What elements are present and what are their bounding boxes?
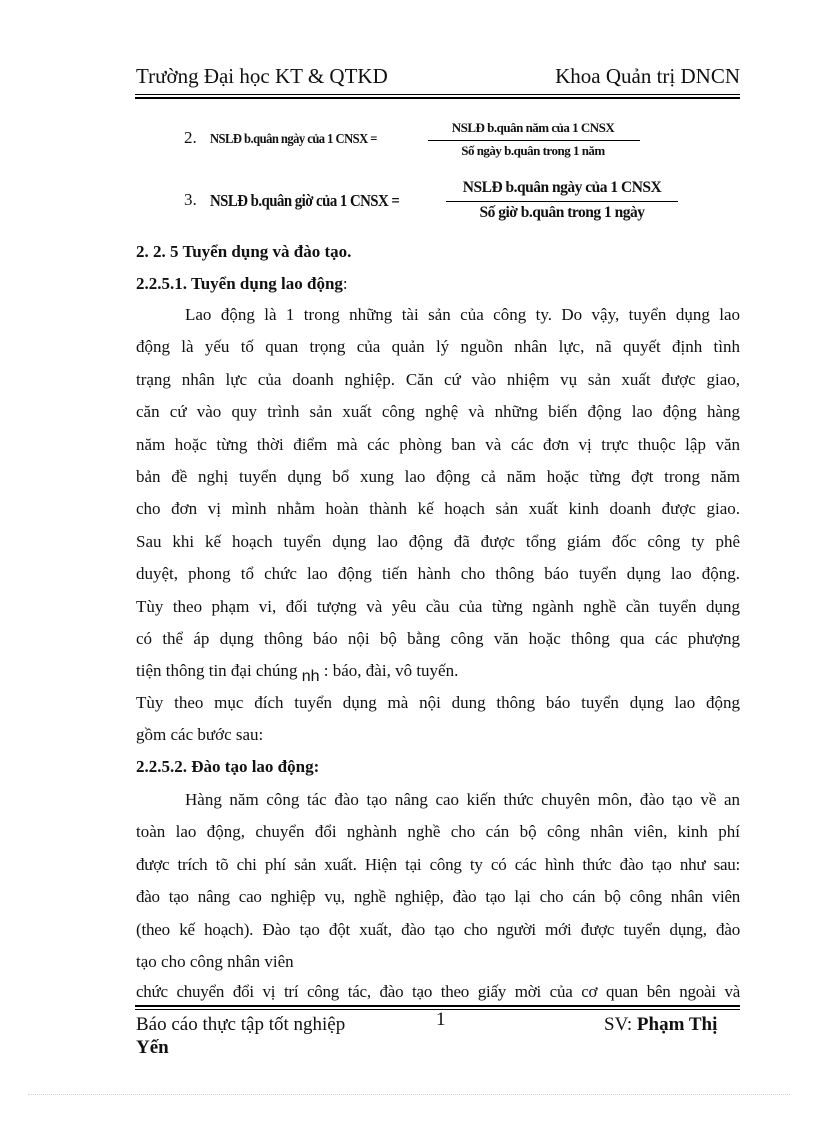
text-line: Lao động là 1 trong những tài sản của công ty. Do vậy, tuyển dụng lao [185,305,740,324]
header-rule-thick [135,97,740,99]
footer-report-title: Báo cáo thực tập tốt nghiệp [136,1014,346,1035]
text-line: Hàng năm công tác đào tạo nâng cao kiến thức chuyên môn, đào tạo về an [185,790,740,809]
subsection-recruitment-title: 2.2.5.1. Tuyển dụng lao động [136,274,343,293]
formula-3-denominator: Số giờ b.quân trong 1 ngày [479,204,645,221]
formula-2-fraction-bar [428,140,640,141]
formula-2-number: 2. [184,128,197,147]
paragraph-notice [136,687,740,752]
page-boundary [28,1094,790,1095]
subsection-recruitment-heading [136,274,348,294]
header-right: Khoa Quản trị DNCN [555,64,740,88]
formula-2-lhs: NSLĐ b.quân ngày của 1 CNSX = [210,132,377,147]
text-line: toàn lao động, chuyển đổi nghành nghề cho cán bộ công nhân viên, kinh phí [136,822,740,842]
text-line: trạng nhân lực của doanh nghiệp. Căn cứ vào nhiệm vụ sản xuất được giao, [136,369,740,389]
paragraph-training [136,784,740,978]
text-line: (theo kế hoạch). Đào tạo đột xuất, đào tạo cho người mới được tuyển dụng, đào [136,919,740,939]
text-line-last [136,655,740,687]
header-left: Trường Đại học KT & QTKD [136,64,388,88]
paragraph-recruitment [136,299,740,688]
formula-3-numerator: NSLĐ b.quân ngày của 1 CNSX [462,179,662,196]
formula-3-fraction-bar [446,201,678,202]
text-line: duyệt, phong tổ chức lao động tiến hành cho thông báo tuyển dụng lao động. [136,564,740,584]
paragraph-continued [136,976,740,1008]
text-line: năm hoặc từng thời điểm mà các phòng ban và các đơn vị trực thuộc lập văn [136,434,740,454]
footer-page-number: 1 [436,1009,446,1030]
stray-text-nh: nh [301,668,320,686]
text-line: đào tạo nâng cao nghiệp vụ, nghề nghiệp, đào tạo lại cho cán bộ công nhân viên [136,887,740,907]
formula-3-number: 3. [184,190,197,209]
text-line: căn cứ vào quy trình sản xuất công nghệ và những biến động lao động hàng [136,402,740,422]
text-fragment: tiện thông tin đại chúng [136,661,298,681]
text-fragment: : báo, đài, vô tuyến. [323,661,459,681]
formula-2-numerator: NSLĐ b.quân năm của 1 CNSX [451,120,615,135]
footer-student-name-cont: Yến [136,1037,169,1058]
subsection-training-heading: 2.2.5.2. Đào tạo lao động: [136,757,320,776]
subsection-recruitment-colon: : [342,274,348,293]
text-line: chức chuyển đổi vị trí công tác, đào tạo theo giấy mời của cơ quan bên ngoài và [136,982,740,1001]
text-line: có thể áp dụng thông báo nội bộ bằng công văn hoặc thông qua các phượng [136,628,740,648]
footer-student-name: Phạm Thị [636,1014,718,1035]
text-line: Tùy theo mục đích tuyển dụng mà nội dung thông báo tuyển dụng lao động [136,693,740,712]
text-line: tạo cho công nhân viên [136,951,294,971]
text-line: Sau khi kế hoạch tuyển dụng lao động đã được tổng giám đốc công ty phê [136,531,740,551]
text-line: động là yếu tố quan trọng của quản lý nguồn nhân lực, nã quyết định tình [136,337,740,357]
formula-2-denominator: Số ngày b.quân trong 1 năm [461,143,605,158]
formula-3-lhs: NSLĐ b.quân giờ của 1 CNSX = [210,191,400,210]
footer-student [604,1014,717,1036]
text-line: cho đơn vị mình nhằm hoàn thành kế hoạch sản xuất kinh doanh được giao. [136,499,740,519]
footer-sv-label: SV: [604,1014,633,1035]
header-rule-thin [135,94,740,95]
section-heading: 2. 2. 5 Tuyển dụng và đào tạo. [136,242,352,261]
text-line: gồm các bước sau: [136,725,264,745]
text-line: Tùy theo phạm vi, đối tượng và yêu cầu của từng ngành nghề cần tuyển dụng [136,596,740,616]
footer-rule-thick [135,1005,740,1007]
text-line: được trích tõ chi phí sản xuất. Hiện tại công ty có các hình thức đào tạo như sau: [136,854,740,874]
text-line: bản đề nghị tuyển dụng bổ xung lao động cả năm hoặc từng đợt trong năm [136,466,740,486]
